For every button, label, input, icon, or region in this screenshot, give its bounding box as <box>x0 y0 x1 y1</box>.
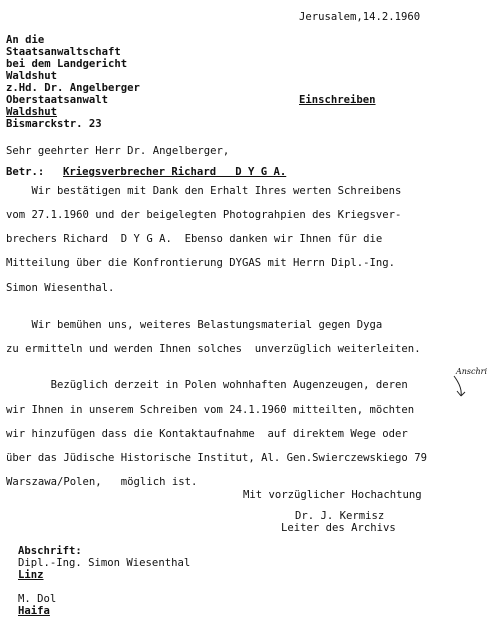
address-line-3: bei dem Landgericht <box>6 58 128 70</box>
address-line-7: Waldshut <box>6 106 58 118</box>
signatory-name: Dr. J. Kermisz <box>295 510 385 522</box>
address-line-4: Waldshut <box>6 70 58 82</box>
handwritten-annotation: Anschri <box>456 367 488 376</box>
mail-type-label: Einschreiben <box>299 94 376 106</box>
paragraph-3-line-2: wir Ihnen in unserem Schreiben vom 24.1.1960 mitteilten, möchten <box>6 404 415 416</box>
paragraph-2-line-1: Wir bemühen uns, weiteres Belastungsmaterial gegen Dyga <box>6 319 383 331</box>
copy-recipient-2-name: M. Dol <box>18 593 57 605</box>
copy-recipient-1-city: Linz <box>18 569 44 581</box>
address-line-8: Bismarckstr. 23 <box>6 118 102 130</box>
place-date: Jerusalem,14.2.1960 <box>299 11 421 23</box>
address-line-2: Staatsanwaltschaft <box>6 46 121 58</box>
copies-label: Abschrift: <box>18 545 82 557</box>
paragraph-1-line-1: Wir bestätigen mit Dank den Erhalt Ihres werten Schreibens <box>6 185 402 197</box>
paragraph-3-line-1: Bezüglich derzeit in Polen wohnhaften Augenzeugen, deren <box>6 379 408 391</box>
salutation: Sehr geehrter Herr Dr. Angelberger, <box>6 145 230 157</box>
paragraph-1-line-2: vom 27.1.1960 und der beigelegten Photograhpien des Kriegsver- <box>6 209 402 221</box>
paragraph-3-line-4: über das Jüdische Historische Institut, Al. Gen.Swierczewskiego 79 <box>6 452 427 464</box>
paragraph-3-line-5: Warszawa/Polen, möglich ist. <box>6 476 198 488</box>
paragraph-1-line-3: brechers Richard D Y G A. Ebenso danken wir Ihnen für die <box>6 233 383 245</box>
address-line-1: An die <box>6 34 45 46</box>
subject-text: Kriegsverbrecher Richard D Y G A. <box>63 166 287 178</box>
copy-recipient-1-name: Dipl.-Ing. Simon Wiesenthal <box>18 557 191 569</box>
handwritten-arrow-icon <box>452 374 478 398</box>
closing-greeting: Mit vorzüglicher Hochachtung <box>243 489 422 501</box>
copy-recipient-2-city: Haifa <box>18 605 50 617</box>
paragraph-2-line-2: zu ermitteln und werden Ihnen solches unverzüglich weiterleiten. <box>6 343 421 355</box>
signatory-title: Leiter des Archivs <box>281 522 396 534</box>
address-line-5: z.Hd. Dr. Angelberger <box>6 82 140 94</box>
paragraph-1-line-4: Mitteilung über die Konfrontierung DYGAS mit Herrn Dipl.-Ing. <box>6 257 396 269</box>
subject-prefix: Betr.: <box>6 166 45 178</box>
address-line-6: Oberstaatsanwalt <box>6 94 109 106</box>
paragraph-3-line-3: wir hinzufügen dass die Kontaktaufnahme auf direktem Wege oder <box>6 428 408 440</box>
paragraph-1-line-5: Simon Wiesenthal. <box>6 282 115 294</box>
